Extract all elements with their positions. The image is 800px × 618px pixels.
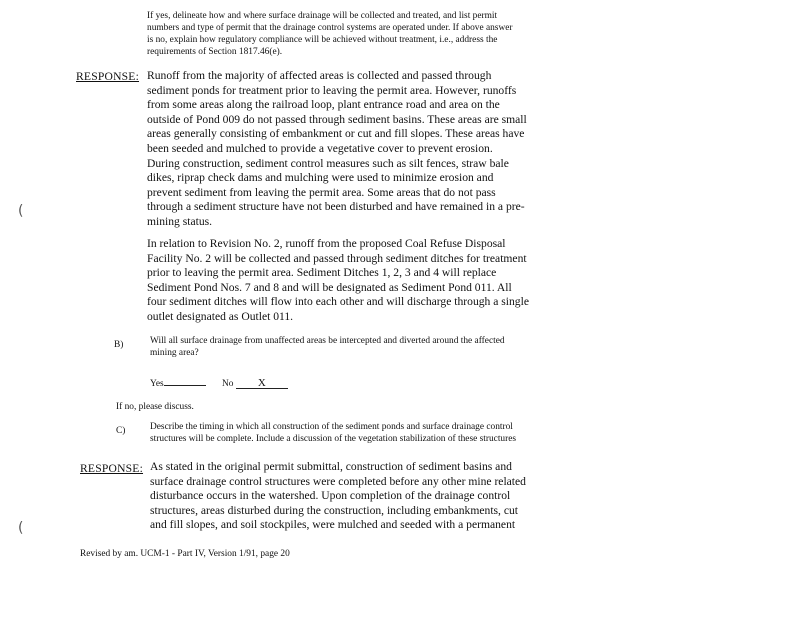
intro-block (147, 10, 513, 58)
paragraph-line: As stated in the original permit submittal, construction of sediment basins and (150, 460, 512, 473)
paragraph-line: dikes, riprap check dams and mulching were used to minimize erosion and (147, 171, 494, 185)
yes-no-answer (150, 374, 288, 390)
question-line: mining area? (150, 348, 199, 358)
no-blank[interactable] (236, 377, 288, 389)
yes-label: Yes (150, 379, 164, 389)
paragraph-line: outside of Pond 009 do not passed through sediment basins. These areas are small (147, 112, 527, 126)
paragraph-line: sediment ponds for treatment prior to leaving the permit area. However, runoffs (147, 83, 517, 97)
page-footer: Revised by am. UCM-1 - Part IV, Version 1/91, page 20 (80, 549, 290, 559)
paragraph-line: Sediment Pond Nos. 7 and 8 and will be designated as Sediment Pond 011. All (147, 280, 512, 294)
no-checkmark: X (257, 377, 266, 389)
hole-punch-mark: ( (18, 203, 24, 219)
paragraph-line: Facility No. 2 will be collected and passed through sediment ditches for treatment (147, 251, 527, 265)
paragraph-line: areas generally consisting of embankment or cut and fill slopes. These areas have (147, 127, 525, 141)
paragraph-line: been seeded and mulched to provide a vegetative cover to prevent erosion. (147, 141, 493, 155)
paragraph-line: disturbance occurs in the watershed. Upon completion of the drainage control (150, 489, 511, 503)
question-line: Describe the timing in which all construction of the sediment ponds and surface drainage control (150, 422, 513, 432)
paragraph-line: outlet designated as Outlet 011. (147, 309, 294, 323)
no-label: No (221, 379, 234, 389)
paragraph-line: four sediment ditches will flow into each other and will discharge through a single (147, 295, 529, 309)
response-paragraph (147, 69, 527, 230)
question-line: structures will be complete. Include a discussion of the vegetation stabilization of these structures (150, 434, 517, 444)
intro-line: requirements of Section 1817.46(e). (147, 47, 283, 57)
paragraph-line: prior to leaving the permit area. Sediment Ditches 1, 2, 3 and 4 will replace (147, 266, 497, 280)
paragraph-line: During construction, sediment control measures such as silt fences, straw bale (147, 156, 509, 170)
question-c-text (150, 421, 516, 445)
response-paragraph (147, 237, 529, 325)
question-b-text (150, 335, 505, 359)
question-line: Will all surface drainage from unaffected areas be intercepted and diverted around the affected (150, 336, 505, 346)
yes-blank[interactable] (164, 374, 206, 386)
paragraph-line: surface drainage control structures were completed before any other mine related (150, 474, 526, 488)
paragraph-line: In relation to Revision No. 2, runoff from the proposed Coal Refuse Disposal (147, 237, 506, 250)
response-label: RESPONSE: (76, 70, 140, 83)
question-c-label: C) (116, 426, 126, 436)
intro-line: If yes, delineate how and where surface drainage will be collected and treated, and list permit (147, 11, 498, 21)
intro-line: is no, explain how regulatory compliance will be achieved without treatment, i.e., address the (147, 35, 498, 45)
response-paragraph (150, 460, 526, 533)
question-b-label: B) (114, 340, 124, 350)
followup-text: If no, please discuss. (116, 402, 194, 412)
paragraph-line: mining status. (147, 214, 213, 228)
paragraph-line: through a sediment structure have not been disturbed and have remained in a pre- (147, 200, 525, 214)
hole-punch-mark: ( (18, 520, 24, 536)
paragraph-line: structures, areas disturbed during the construction, including embankments, cut (150, 503, 519, 517)
paragraph-line: and fill slopes, and soil stockpiles, were mulched and seeded with a permanent (150, 518, 516, 532)
paragraph-line: Runoff from the majority of affected areas is collected and passed through (147, 69, 492, 82)
paragraph-line: prevent sediment from leaving the permit area. Some areas that do not pass (147, 185, 496, 199)
intro-line: numbers and type of permit that the drainage control systems are operated under. If above answer (147, 23, 513, 33)
paragraph-line: from some areas along the railroad loop, plant entrance road and area on the (147, 98, 500, 112)
response-label: RESPONSE: (80, 462, 144, 475)
